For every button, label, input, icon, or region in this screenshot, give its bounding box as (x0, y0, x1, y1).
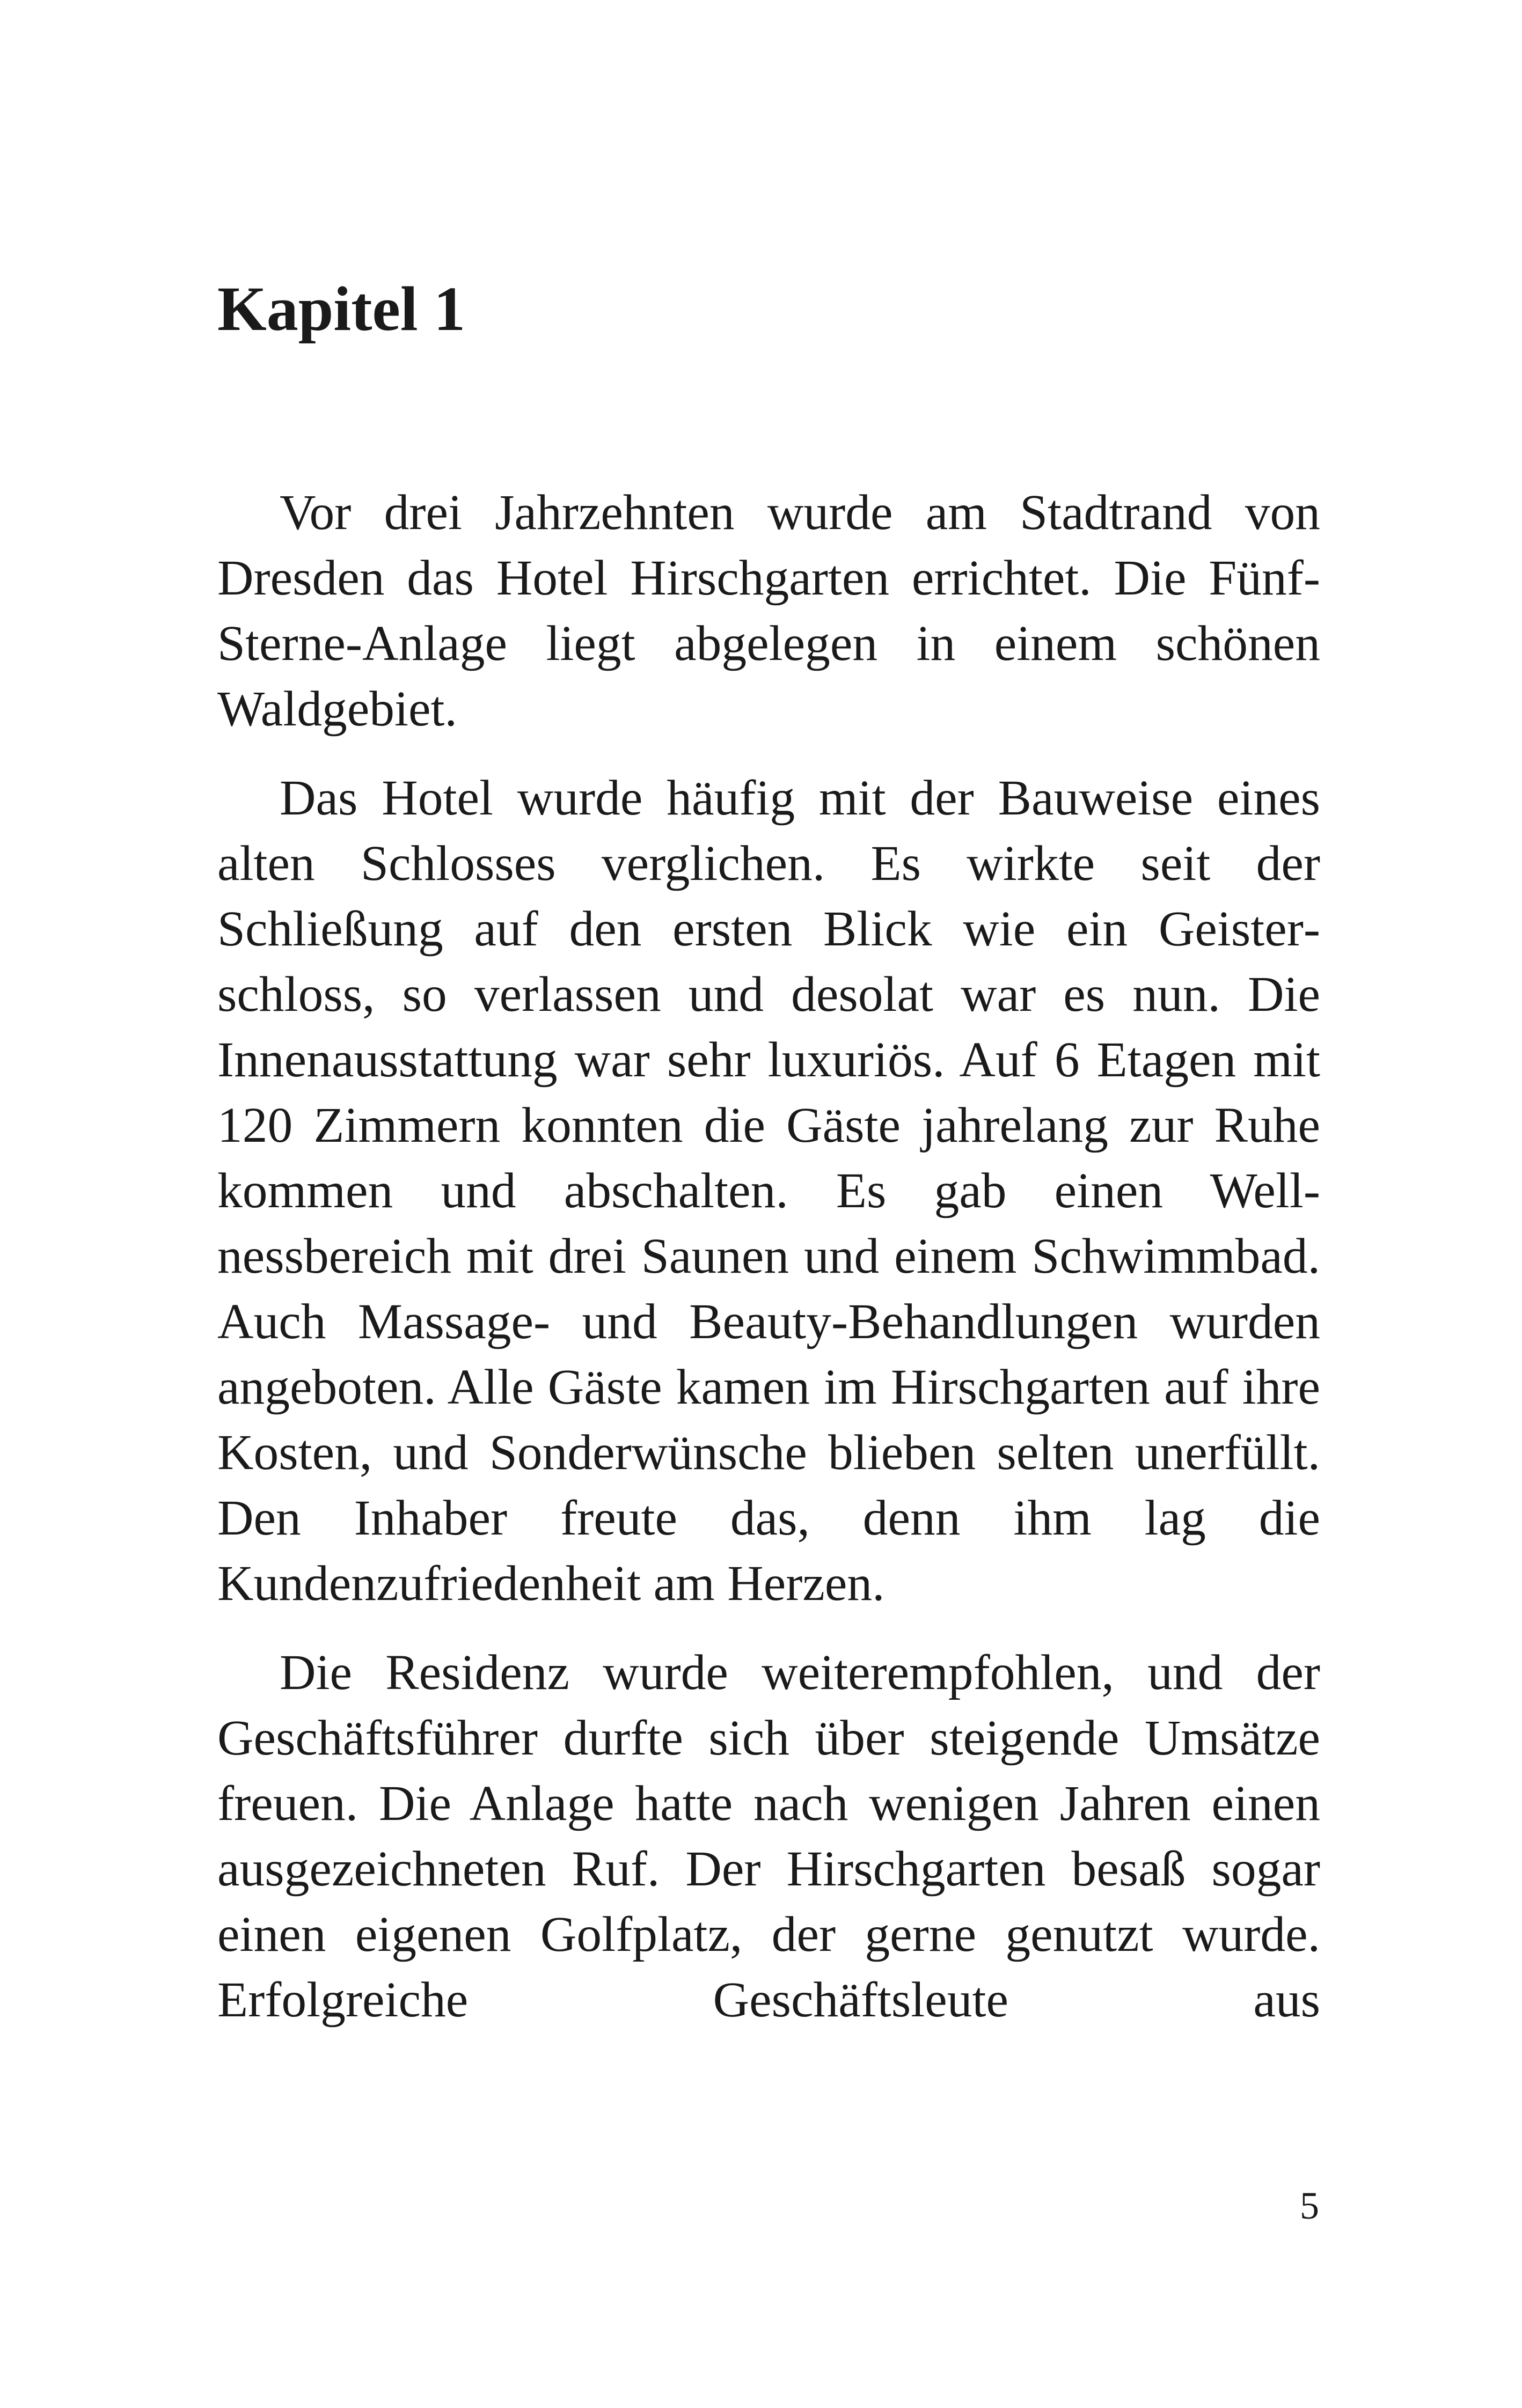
body-text (217, 480, 1320, 2033)
paragraph: Vor drei Jahrzehnten wurde am Stadtrand von Dresden das Hotel Hirschgarten errichtet. Die Fünf-Sterne-Anlage liegt abgelegen in einem schönen Waldgebiet. (217, 485, 1320, 737)
chapter-title: Kapitel 1 (217, 274, 466, 344)
page-number: 5 (1300, 2184, 1319, 2227)
paragraph: Die Residenz wurde weiterempfohlen, und der Geschäftsführer durfte sich über steigende Umsätze freuen. Die Anlage hatte nach wenigen Jahren einen ausgezeichneten Ruf. Der Hirschgarten besaß sogar einen eigenen Golfplatz, der gerne genutzt wurde. Erfolgreiche Geschäftsleute aus (217, 1645, 1320, 2028)
paragraph: Das Hotel wurde häufig mit der Bauweise eines alten Schlosses verglichen. Es wirkte seit der Schließung auf den ersten Blick wie ein Geisterschloss, so verlassen und desolat war es nun. Die Innenausstattung war sehr luxuriös. Auf 6 Etagen mit 120 Zimmern konnten die Gäste jahrelang zur Ruhe kommen und abschalten. Es gab einen Wellnessbereich mit drei Saunen und einem Schwimmbad. Auch Massage- und Beauty-Behandlungen wurden angeboten. Alle Gäste kamen im Hirschgarten auf ihre Kosten, und Sonderwünsche blieben selten unerfüllt. Den Inhaber freute das, denn ihm lag die Kundenzufriedenheit am Herzen. (217, 770, 1320, 1611)
